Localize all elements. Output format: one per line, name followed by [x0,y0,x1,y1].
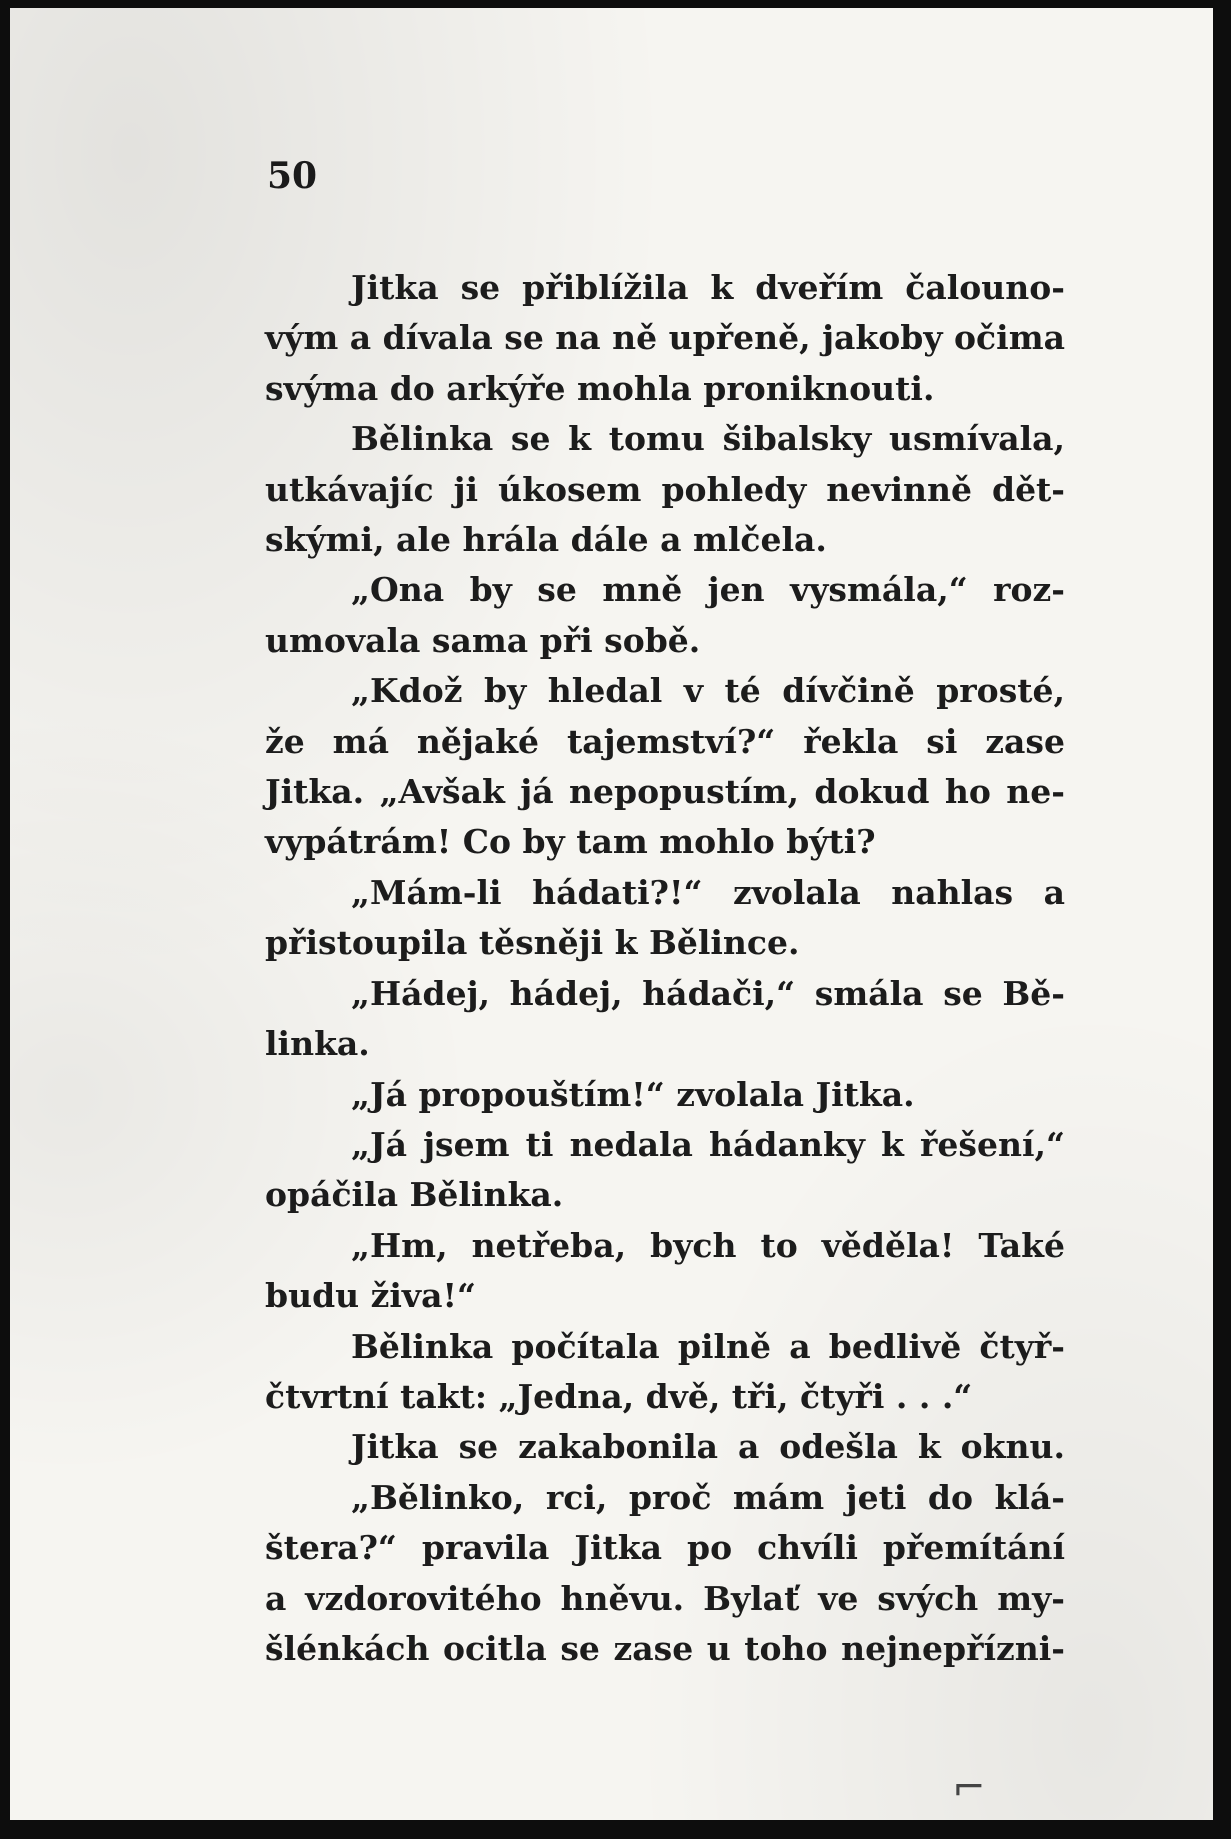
text-line: Jitka. „Avšak já nepopustím, dokud ho ne- [265,772,1065,812]
text-line: „Já jsem ti nedala hádanky k řešení,“ [351,1124,1065,1164]
text-line: „Hm, netřeba, bych to věděla! Také [351,1225,1065,1265]
text-line: že má nějaké tajemství?“ řekla si zase [265,721,1065,761]
text-line: čtvrtní takt: „Jedna, dvě, tři, čtyři . . .“ [265,1376,973,1416]
text-line: Jitka se přiblížila k dveřím čalouno- [351,268,1065,307]
text-line: budu živa!“ [265,1276,476,1316]
book-page [10,8,1213,1820]
text-line: skými, ale hrála dále a mlčela. [265,520,827,560]
text-line: Jitka se zakabonila a odešla k oknu. [351,1427,1065,1467]
text-line: Bělinka počítala pilně a bedlivě čtyř- [351,1326,1065,1366]
text-line: „Mám-li hádati?!“ zvolala nahlas a [351,872,1065,912]
text-line: „Ona by se mně jen vysmála,“ roz- [351,570,1065,610]
text-line: „Já propouštím!“ zvolala Jitka. [351,1074,915,1114]
text-line: štera?“ pravila Jitka po chvíli přemítání [265,1528,1065,1568]
text-line: vypátrám! Co by tam mohlo býti? [265,822,876,862]
text-line: Bělinka se k tomu šibalsky usmívala, [351,419,1065,459]
text-line: utkávajíc ji úkosem pohledy nevinně dět- [265,469,1065,509]
text-line: „Hádej, hádej, hádači,“ smála se Bě- [351,973,1065,1013]
text-line: umovala sama při sobě. [265,620,701,660]
text-line: šlénkách ocitla se zase u toho nejnepřízni- [265,1628,1065,1668]
page-number: 50 [267,155,318,197]
text-line: a vzdorovitého hněvu. Bylať ve svých my- [265,1578,1065,1618]
text-line: opáčila Bělinka. [265,1175,564,1215]
text-line: přistoupila těsněji k Bělince. [265,923,800,963]
pencil-mark: ⌐ [952,1765,986,1811]
body-text [265,263,1065,1674]
text-line: svýma do arkýře mohla proniknouti. [265,368,935,408]
text-line: linka. [265,1024,370,1064]
text-line: vým a dívala se na ně upřeně, jakoby očima [265,318,1065,358]
text-line: „Kdož by hledal v té dívčině prosté, [351,671,1065,711]
text-line: „Bělinko, rci, proč mám jeti do klá- [351,1477,1065,1517]
